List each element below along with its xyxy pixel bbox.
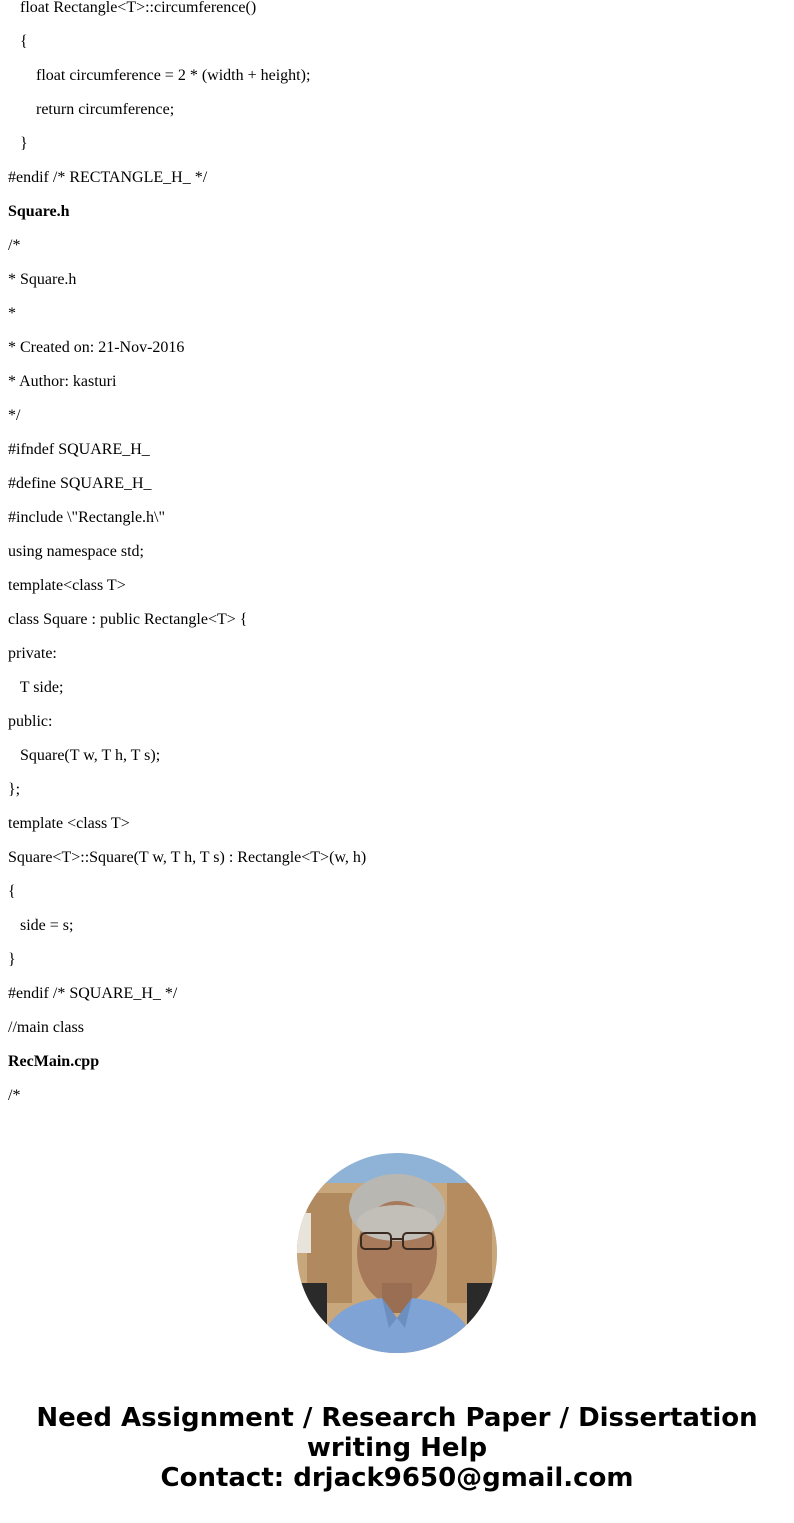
promo-line-2: writing Help <box>306 1433 488 1463</box>
code-line: float Rectangle<T>::circumference() <box>8 0 257 16</box>
code-line: #endif /* RECTANGLE_H_ */ <box>8 169 208 186</box>
code-line: T side; <box>8 679 64 696</box>
code-line: #endif /* SQUARE_H_ */ <box>8 985 178 1002</box>
code-line: /* <box>8 237 21 254</box>
code-line: }; <box>8 781 21 798</box>
code-line: class Square : public Rectangle<T> { <box>8 611 248 628</box>
code-line: /* <box>8 1087 21 1104</box>
code-line: * Created on: 21-Nov-2016 <box>8 339 185 356</box>
code-line: side = s; <box>8 917 74 934</box>
code-line: #ifndef SQUARE_H_ <box>8 441 150 458</box>
file-heading: RecMain.cpp <box>8 1053 100 1070</box>
code-line: return circumference; <box>8 101 175 118</box>
code-listing <box>8 0 788 1113</box>
promo-line-1: Need Assignment / Research Paper / Dissertation <box>36 1403 758 1433</box>
code-line: //main class <box>8 1019 84 1036</box>
code-line: #define SQUARE_H_ <box>8 475 152 492</box>
code-line: #include \"Rectangle.h\" <box>8 509 166 526</box>
contact-banner <box>0 1403 794 1493</box>
code-line: * Author: kasturi <box>8 373 117 390</box>
code-line: */ <box>8 407 21 424</box>
contact-email-line: Contact: drjack9650@gmail.com <box>160 1463 634 1493</box>
code-line: template <class T> <box>8 815 130 832</box>
code-line: Square<T>::Square(T w, T h, T s) : Rectangle<T>(w, h) <box>8 849 367 866</box>
code-line: } <box>8 135 28 152</box>
code-line: { <box>8 33 28 50</box>
code-line: private: <box>8 645 57 662</box>
code-line: Square(T w, T h, T s); <box>8 747 161 764</box>
file-heading: Square.h <box>8 203 70 220</box>
code-line: * <box>8 305 16 322</box>
code-line: * Square.h <box>8 271 77 288</box>
portrait-image <box>297 1153 497 1353</box>
code-line: float circumference = 2 * (width + height); <box>8 67 311 84</box>
code-line: { <box>8 883 16 900</box>
code-line: using namespace std; <box>8 543 144 560</box>
code-line: } <box>8 951 16 968</box>
code-line: template<class T> <box>8 577 126 594</box>
author-photo <box>297 1153 497 1353</box>
code-line: public: <box>8 713 53 730</box>
